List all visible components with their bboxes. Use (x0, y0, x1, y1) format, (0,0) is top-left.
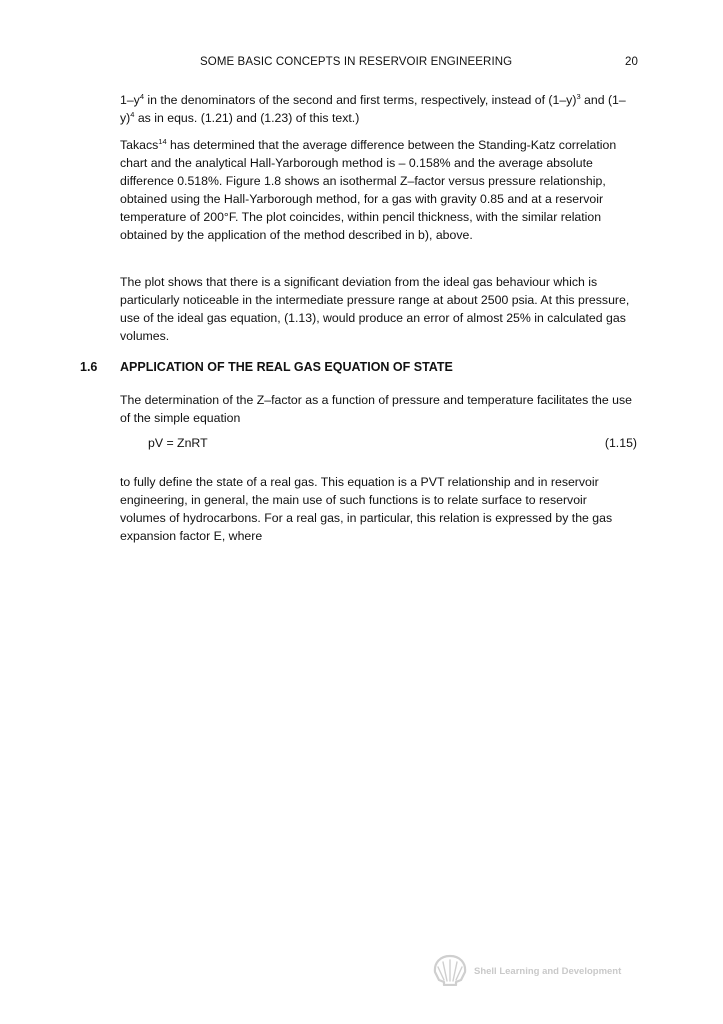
section-title: APPLICATION OF THE REAL GAS EQUATION OF STATE (120, 360, 453, 374)
shell-pecten-icon (432, 954, 468, 986)
equation-expression: pV = ZnRT (148, 436, 208, 450)
author-name: Takacs (120, 138, 159, 152)
paragraph-takacs (120, 136, 636, 244)
equation-block (0, 436, 723, 454)
reference-superscript: 14 (158, 137, 167, 146)
page-number: 20 (625, 56, 638, 68)
paragraph-text: The determination of the Z–factor as a function of pressure and temperature facilitates the use of the simple equation (120, 393, 632, 425)
equation-number: (1.15) (604, 436, 637, 450)
footer-text: Shell Learning and Development (474, 966, 622, 977)
paragraph-pvt (120, 473, 636, 545)
text-run: in the denominators of the second and first terms, respectively, instead of (1–y) (144, 93, 577, 107)
text-run: has determined that the average difference between the Standing-Katz correlation chart and the analytical Hall-Yarborough method is – 0.158% and the average absolute difference 0.518%. Figure 1.8 shows an isothermal Z–factor versus pressure relationship, obtained using the Hall-Yarborough method, for a gas with gravity 0.85 and at a reservoir temperature of 200°F. The plot coincides, within pencil thickness, with the similar relation obtained by the application of the method described in b), above. (120, 138, 617, 242)
paragraph-text: The plot shows that there is a significant deviation from the ideal gas behaviour which is particularly noticeable in the intermediate pressure range at about 2500 psia. At this pressure, use of the ideal gas equation, (1.13), would produce an error of almost 25% in calculated gas volumes. (120, 275, 630, 343)
running-title: SOME BASIC CONCEPTS IN RESERVOIR ENGINEERING (200, 56, 513, 68)
superscript: 4 (130, 110, 135, 119)
running-header (0, 56, 723, 72)
superscript: 4 (139, 92, 144, 101)
text-run: and (1–y) (120, 93, 626, 125)
paragraph-text: to fully define the state of a real gas. This equation is a PVT relationship and in reservoir engineering, in general, the main use of such functions is to relate surface to reservoir volumes of hydrocarbons. For a real gas, in particular, this relation is expressed by the gas expansion factor E, where (120, 475, 613, 543)
superscript: 3 (576, 92, 581, 101)
paragraph-deviation (120, 273, 636, 345)
paragraph-z-factor (120, 391, 636, 427)
footer-logo (432, 954, 642, 988)
text-run: as in equs. (1.21) and (1.23) of this text.) (134, 111, 360, 125)
section-number: 1.6 (80, 360, 98, 374)
text-run: 1–y (120, 93, 140, 107)
paragraph-continuation (120, 91, 636, 127)
